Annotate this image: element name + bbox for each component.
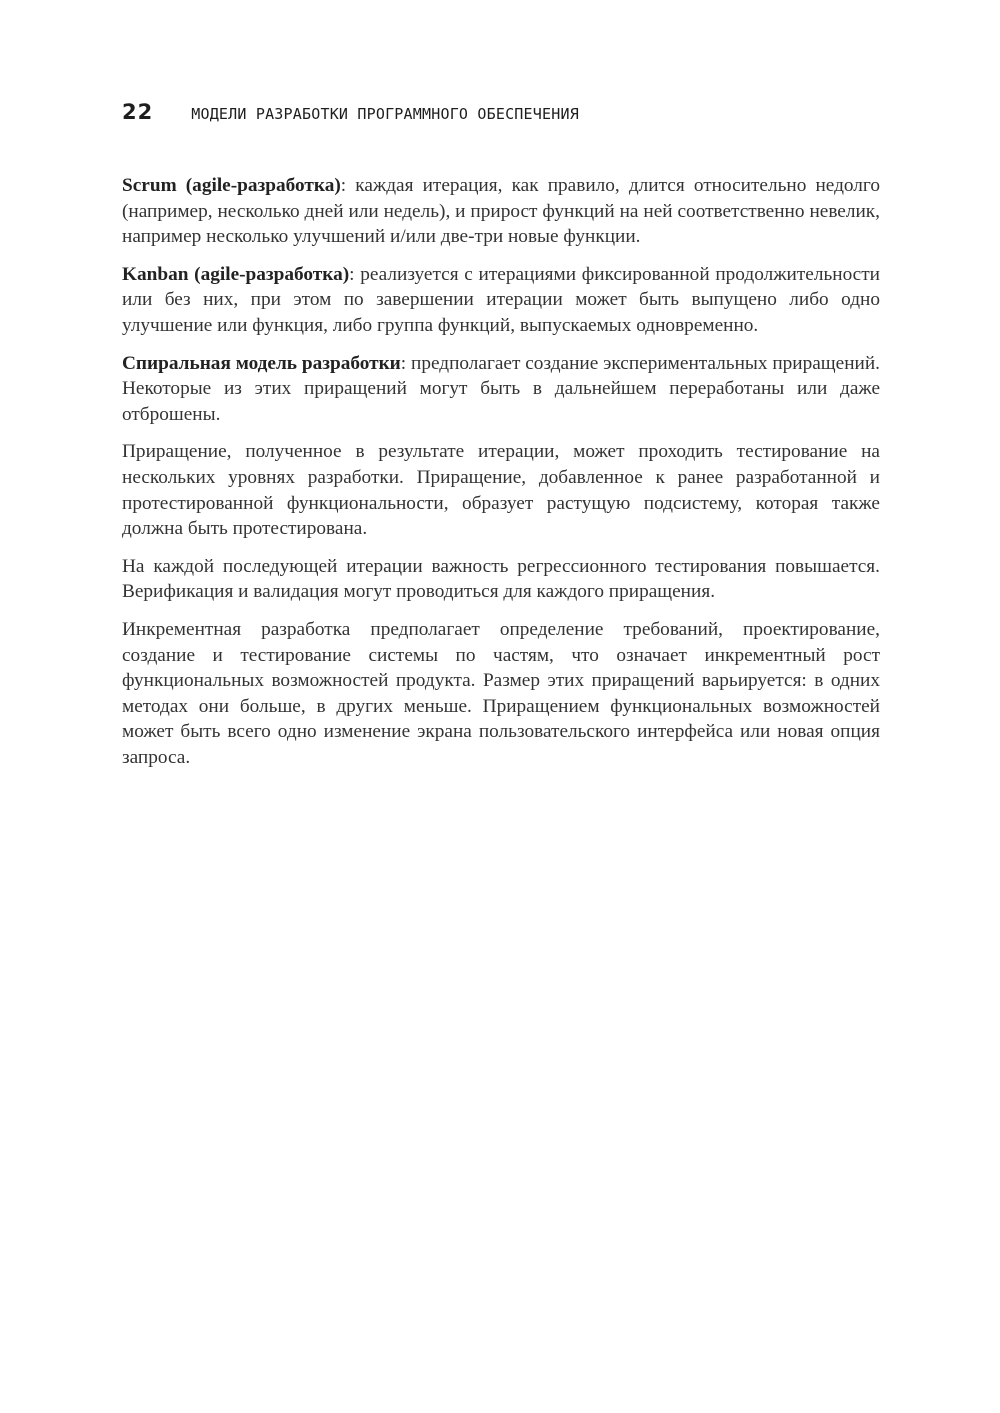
paragraph-regression [122, 554, 880, 605]
term-scrum: Scrum (agile-разработка) [122, 175, 341, 196]
term-spiral: Спиральная модель разработки [122, 352, 401, 374]
paragraph-scrum [122, 173, 880, 250]
paragraph-text: Приращение, полученное в результате итерации, может проходить тестирование на нескольких уровнях разработки. Приращение, добавленное к ранее разработанной и протестированной функциональности, образует растущую подсистему, которая также должна быть протестирована. [122, 441, 880, 540]
paragraph-text: : реализуется с итерациями фиксированной продолжительности или без них, при этом по завершении итерации может быть выпущено либо одно улучшение или функция, либо группа функций, выпускаемых одновременно. [122, 263, 880, 336]
paragraph-increment-testing [122, 439, 880, 541]
paragraph-text: : предполагает создание экспериментальных приращений. Некоторые из этих приращений могут быть в дальнейшем переработаны или даже отброшены. [122, 352, 880, 425]
running-head [122, 100, 882, 132]
running-title: МОДЕЛИ РАЗРАБОТКИ ПРОГРАММНОГО ОБЕСПЕЧЕНИЯ [191, 105, 579, 123]
term-kanban: Kanban (agile-разработка) [122, 263, 350, 285]
paragraph-text: : каждая итерация, как правило, длится относительно недолго (например, несколько дней или недель), и прирост функций на ней соответственно невелик, например несколько улучшений и/или две-три новые функции. [122, 175, 880, 248]
paragraph-kanban [122, 262, 880, 339]
paragraph-text: Инкрементная разработка предполагает определение требований, проектирование, создание и тестирование системы по частям, что означает инкрементный рост функциональных возможностей продукта. Размер этих приращений варьируется: в одних методах они больше, в других меньше. Приращением функциональных возможностей может быть всего одно изменение экрана пользовательского интерфейса или новая опция запроса. [122, 618, 880, 768]
paragraph-incremental-dev [122, 617, 880, 771]
paragraph-spiral [122, 351, 880, 428]
body-text [122, 173, 880, 782]
page-number: 22 [122, 100, 154, 124]
paragraph-text: На каждой последующей итерации важность регрессионного тестирования повышается. Верификация и валидация могут проводиться для каждого приращения. [122, 555, 880, 603]
